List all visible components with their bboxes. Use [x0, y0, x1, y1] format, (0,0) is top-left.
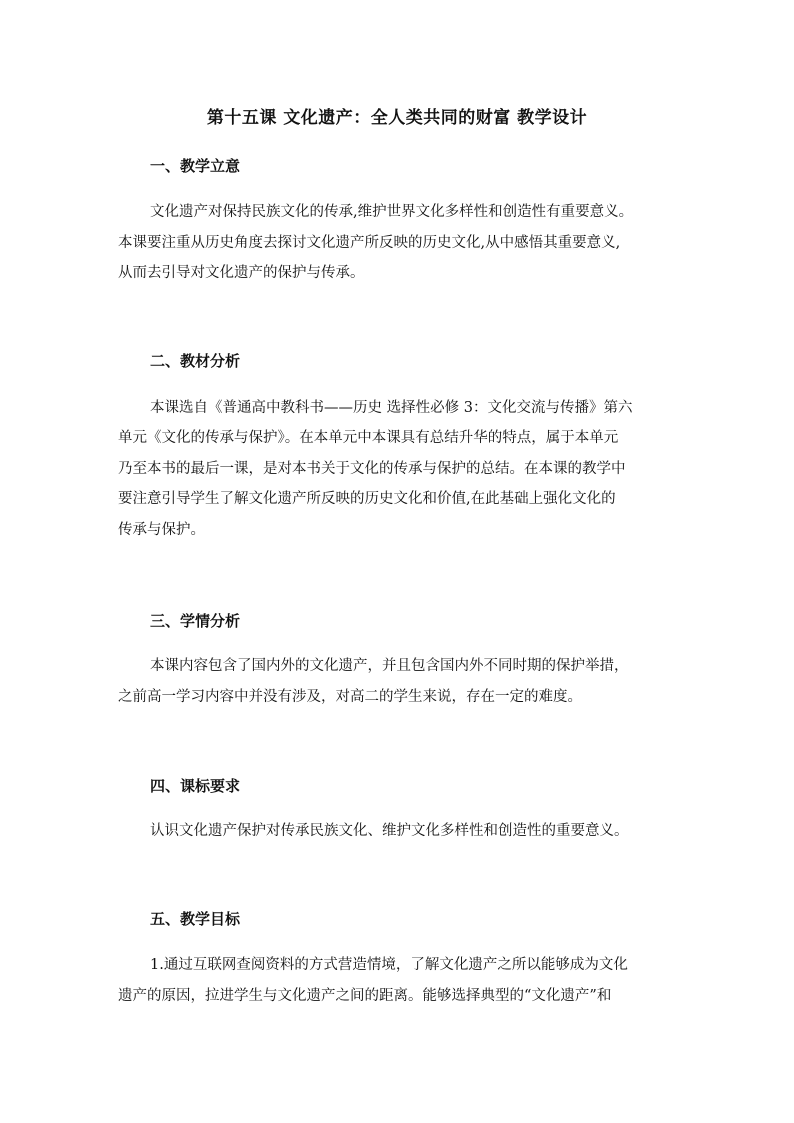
- document-title: 第十五课 文化遗产：全人类共同的财富 教学设计: [206, 108, 588, 128]
- section-heading-teaching-intent: 一、教学立意: [150, 157, 241, 175]
- section-heading-textbook-analysis: 二、教材分析: [150, 352, 241, 370]
- paragraph-line: 文化遗产对保持民族文化的传承,维护世界文化多样性和创造性有重要意义。: [150, 204, 634, 220]
- paragraph-line: 乃至本书的最后一课，是对本书关于文化的传承与保护的总结。在本课的教学中: [118, 461, 626, 477]
- paragraph-line: 遗产的原因，拉进学生与文化遗产之间的距离。能够选择典型的“文化遗产”和: [118, 988, 612, 1004]
- paragraph-line: 本课内容包含了国内外的文化遗产，并且包含国内外不同时期的保护举措，: [150, 658, 629, 674]
- section-heading-teaching-objectives: 五、教学目标: [150, 910, 241, 928]
- paragraph-line: 要注意引导学生了解文化遗产所反映的历史文化和价值,在此基础上强化文化的: [118, 491, 616, 507]
- paragraph-line: 1.通过互联网查阅资料的方式营造情境，了解文化遗产之所以能够成为文化: [150, 957, 628, 973]
- paragraph-line: 之前高一学习内容中并没有涉及，对高二的学生来说，存在一定的难度。: [118, 689, 582, 705]
- section-heading-curriculum-requirements: 四、课标要求: [150, 777, 241, 795]
- paragraph-line: 传承与保护。: [118, 522, 205, 538]
- paragraph-line: 认识文化遗产保护对传承民族文化、维护文化多样性和创造性的重要意义。: [150, 823, 629, 839]
- paragraph-line: 本课选自《普通高中教科书——历史 选择性必修 3：文化交流与传播》第六: [150, 400, 633, 416]
- paragraph-line: 从而去引导对文化遗产的保护与传承。: [118, 265, 365, 281]
- paragraph-line: 单元《文化的传承与保护》。在本单元中本课具有总结升华的特点，属于本单元: [118, 430, 619, 446]
- paragraph-line: 本课要注重从历史角度去探讨文化遗产所反映的历史文化,从中感悟其重要意义,: [118, 235, 621, 251]
- section-heading-learner-analysis: 三、学情分析: [150, 612, 241, 630]
